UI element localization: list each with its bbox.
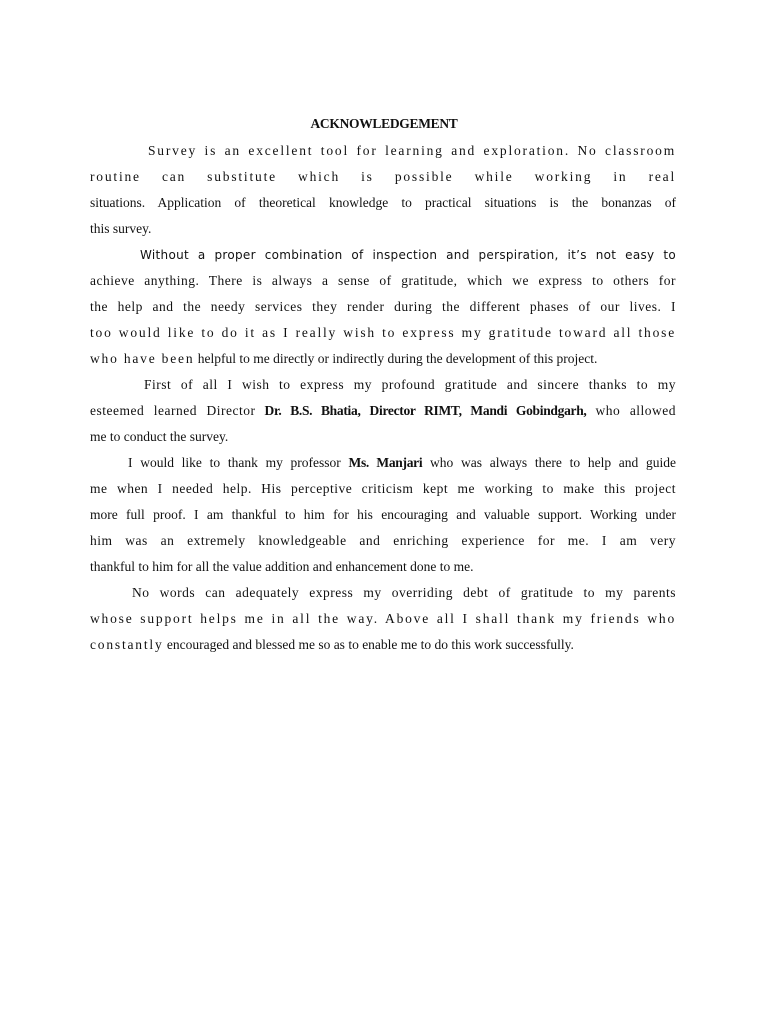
paragraph-line: too would like to do it as I really wish to express my gratitude toward all those — [90, 325, 676, 340]
paragraph-line: him was an extremely knowledgeable and enriching experience for me. I am very — [90, 533, 676, 548]
paragraph-line: First of all I wish to express my profound gratitude and sincere thanks to my — [144, 377, 676, 392]
paragraph-line — [90, 636, 676, 654]
separator: , — [357, 403, 361, 418]
text-run: who allowed — [595, 403, 677, 418]
text-run: encouraged and blessed me so as to enable me to do this work successfully. — [166, 637, 574, 652]
spaced-text: who have been — [90, 351, 195, 366]
spaced-text: constantly — [90, 637, 164, 652]
paragraph-line: routine can substitute which is possible while working in real — [90, 169, 676, 184]
paragraph-line: No words can adequately express my overriding debt of gratitude to my parents — [132, 585, 676, 600]
paragraph-line: achieve anything. There is always a sense of gratitude, which we express to others for — [90, 273, 676, 288]
text-run: esteemed learned Director — [90, 403, 256, 418]
paragraph-line: Survey is an excellent tool for learning and exploration. No classroom — [148, 143, 676, 158]
paragraph-line: whose support helps me in all the way. Above all I shall thank my friends who — [90, 611, 676, 626]
paragraph-line — [90, 350, 676, 368]
paragraph-line — [90, 454, 676, 472]
director-name: Dr. B.S. Bhatia — [264, 403, 358, 418]
paragraph-line — [90, 402, 676, 420]
text-run: helpful to me directly or indirectly during the development of this project. — [197, 351, 598, 366]
paragraph-line: me when I needed help. His perceptive criticism kept me working to make this project — [90, 481, 676, 496]
page-title: ACKNOWLEDGEMENT — [310, 116, 458, 131]
paragraph-line: thankful to him for all the value addition and enhancement done to me. — [90, 559, 474, 574]
paragraph-line: Without a proper combination of inspection and perspiration, it’s not easy to — [140, 248, 676, 262]
text-run: who was always there to help and guide — [430, 455, 676, 470]
paragraph-line: more full proof. I am thankful to him for his encouraging and valuable support. Working under — [90, 507, 676, 522]
paragraph-line: me to conduct the survey. — [90, 429, 229, 444]
paragraph-line: situations. Application of theoretical knowledge to practical situations is the bonanzas of — [90, 195, 676, 210]
text-run: I would like to thank my professor — [128, 455, 341, 470]
professor-name: Ms. Manjari — [348, 455, 423, 470]
paragraph-line: this survey. — [90, 221, 152, 236]
director-title: Director RIMT, Mandi Gobindgarh, — [369, 403, 587, 418]
paragraph-line: the help and the needy services they render during the different phases of our lives. I — [90, 299, 676, 314]
